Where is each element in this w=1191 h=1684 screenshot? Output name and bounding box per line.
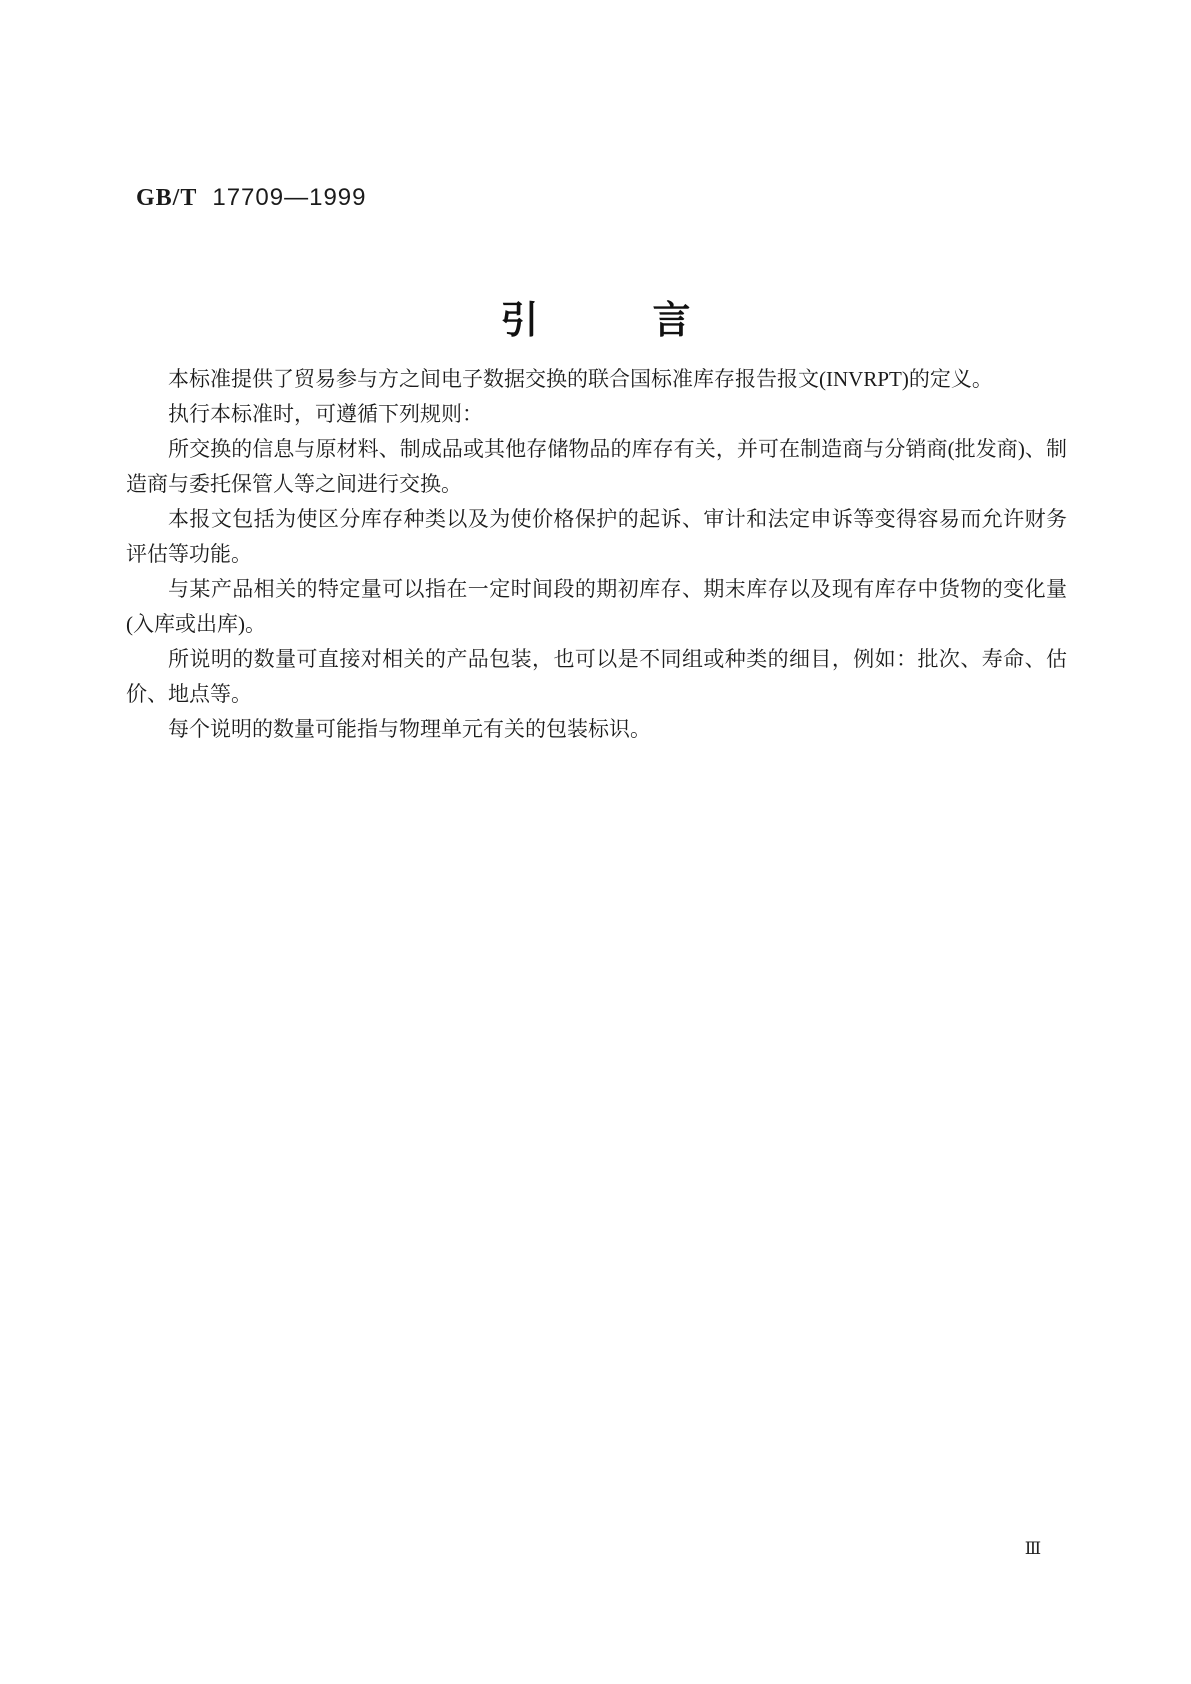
standard-code: [136, 184, 367, 212]
page-title: 引 言: [500, 300, 691, 342]
page-number: Ⅲ: [1024, 1539, 1042, 1558]
paragraph-2: 执行本标准时，可遵循下列规则：: [168, 402, 483, 426]
body-text: [126, 362, 1067, 747]
paragraph-3: 所交换的信息与原材料、制成品或其他存储物品的库存有关，并可在制造商与分销商(批发商)、制造商与委托保管人等之间进行交换。: [126, 437, 1067, 496]
paragraph-4: 本报文包括为使区分库存种类以及为使价格保护的起诉、审计和法定申诉等变得容易而允许财务评估等功能。: [126, 507, 1067, 566]
paragraph-7: 每个说明的数量可能指与物理单元有关的包装标识。: [168, 717, 651, 741]
paragraph-1: 本标准提供了贸易参与方之间电子数据交换的联合国标准库存报告报文(INVRPT)的定义。: [168, 367, 993, 391]
standard-code-prefix: GB/T: [136, 185, 198, 211]
standard-code-number: 17709—1999: [212, 184, 367, 211]
paragraph-5: 与某产品相关的特定量可以指在一定时间段的期初库存、期末库存以及现有库存中货物的变化量(入库或出库)。: [126, 577, 1067, 636]
paragraph-6: 所说明的数量可直接对相关的产品包装，也可以是不同组或种类的细目，例如：批次、寿命、估价、地点等。: [126, 647, 1067, 706]
